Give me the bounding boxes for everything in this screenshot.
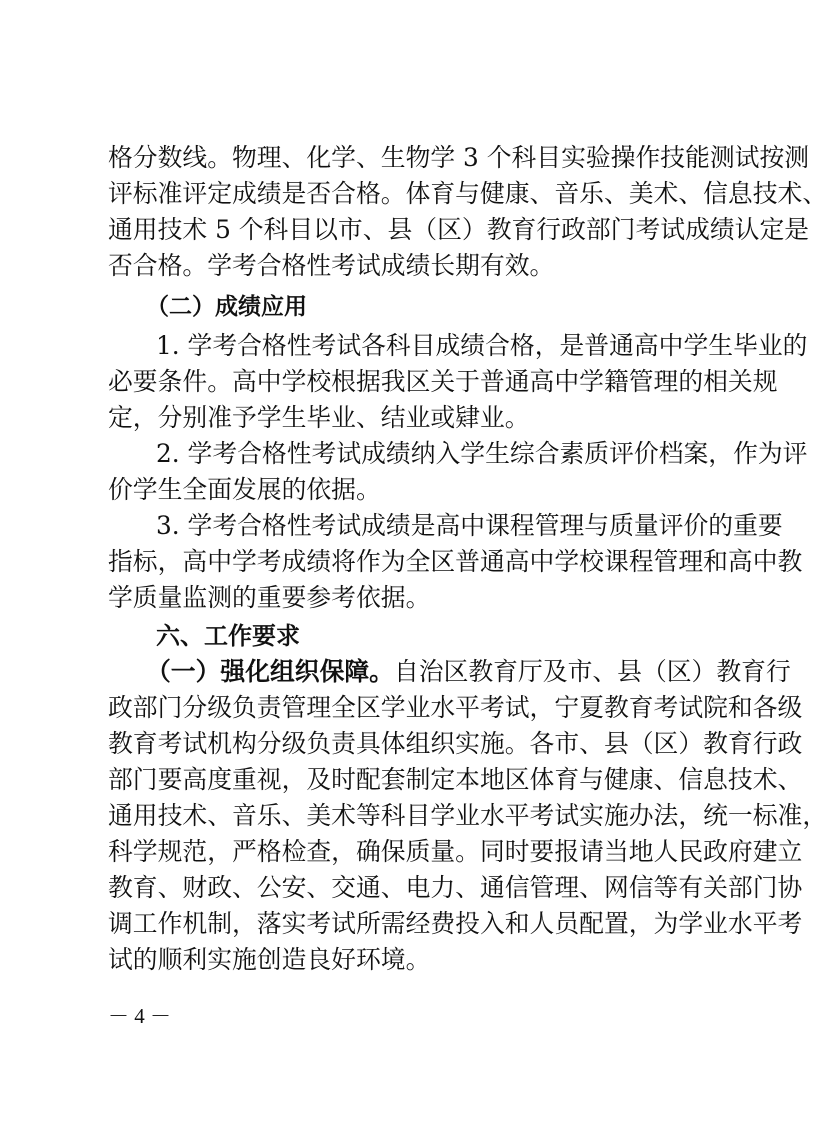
page-number: － 4 － <box>108 1004 171 1028</box>
body-text-line: 政部门分级负责管理全区学业水平考试，宁夏教育考试院和各级 <box>108 693 803 722</box>
body-text-line: 教育、财政、公安、交通、电力、通信管理、网信等有关部门协 <box>108 873 803 902</box>
body-text-line: 科学规范，严格检查，确保质量。同时要报请当地人民政府建立 <box>108 837 803 866</box>
body-text-line: 教育考试机构分级负责具体组织实施。各市、县（区）教育行政 <box>108 729 803 758</box>
body-text-line: 评标准评定成绩是否合格。体育与健康、音乐、美术、信息技术、 <box>108 179 827 208</box>
body-text-line: 指标，高中学考成绩将作为全区普通高中学校课程管理和高中教 <box>108 547 803 576</box>
body-text-line: 通用技术 5 个科目以市、县（区）教育行政部门考试成绩认定是 <box>108 215 810 244</box>
chapter-heading: 六、工作要求 <box>156 622 300 650</box>
body-text-line: 1. 学考合格性考试各科目成绩合格，是普通高中学生毕业的 <box>156 331 808 360</box>
body-text-line: 学质量监测的重要参考依据。 <box>108 583 431 612</box>
body-text-line: 通用技术、音乐、美术等科目学业水平考试实施办法，统一标准， <box>108 801 827 830</box>
body-text-line: 必要条件。高中学校根据我区关于普通高中学籍管理的相关规 <box>108 367 778 396</box>
body-text-line: 调工作机制，落实考试所需经费投入和人员配置，为学业水平考 <box>108 909 803 938</box>
body-text-line: 部门要高度重视，及时配套制定本地区体育与健康、信息技术、 <box>108 765 803 794</box>
body-text-line: 否合格。学考合格性考试成绩长期有效。 <box>108 251 555 280</box>
section-heading: （二）成绩应用 <box>146 294 307 320</box>
body-text-line: 2. 学考合格性考试成绩纳入学生综合素质评价档案，作为评 <box>156 439 808 468</box>
body-text-line: 定，分别准予学生毕业、结业或肄业。 <box>108 403 530 432</box>
body-text-line <box>146 654 791 690</box>
body-text-line: 价学生全面发展的依据。 <box>108 475 381 504</box>
body-text-line: 3. 学考合格性考试成绩是高中课程管理与质量评价的重要 <box>156 511 783 540</box>
paragraph-lead-bold: （一）强化组织保障。 <box>146 657 394 686</box>
body-text-line: 格分数线。物理、化学、生物学 3 个科目实验操作技能测试按测 <box>108 143 810 172</box>
paragraph-lead-rest: 自治区教育厅及市、县（区）教育行 <box>393 657 791 686</box>
body-text-line: 试的顺利实施创造良好环境。 <box>108 945 431 974</box>
